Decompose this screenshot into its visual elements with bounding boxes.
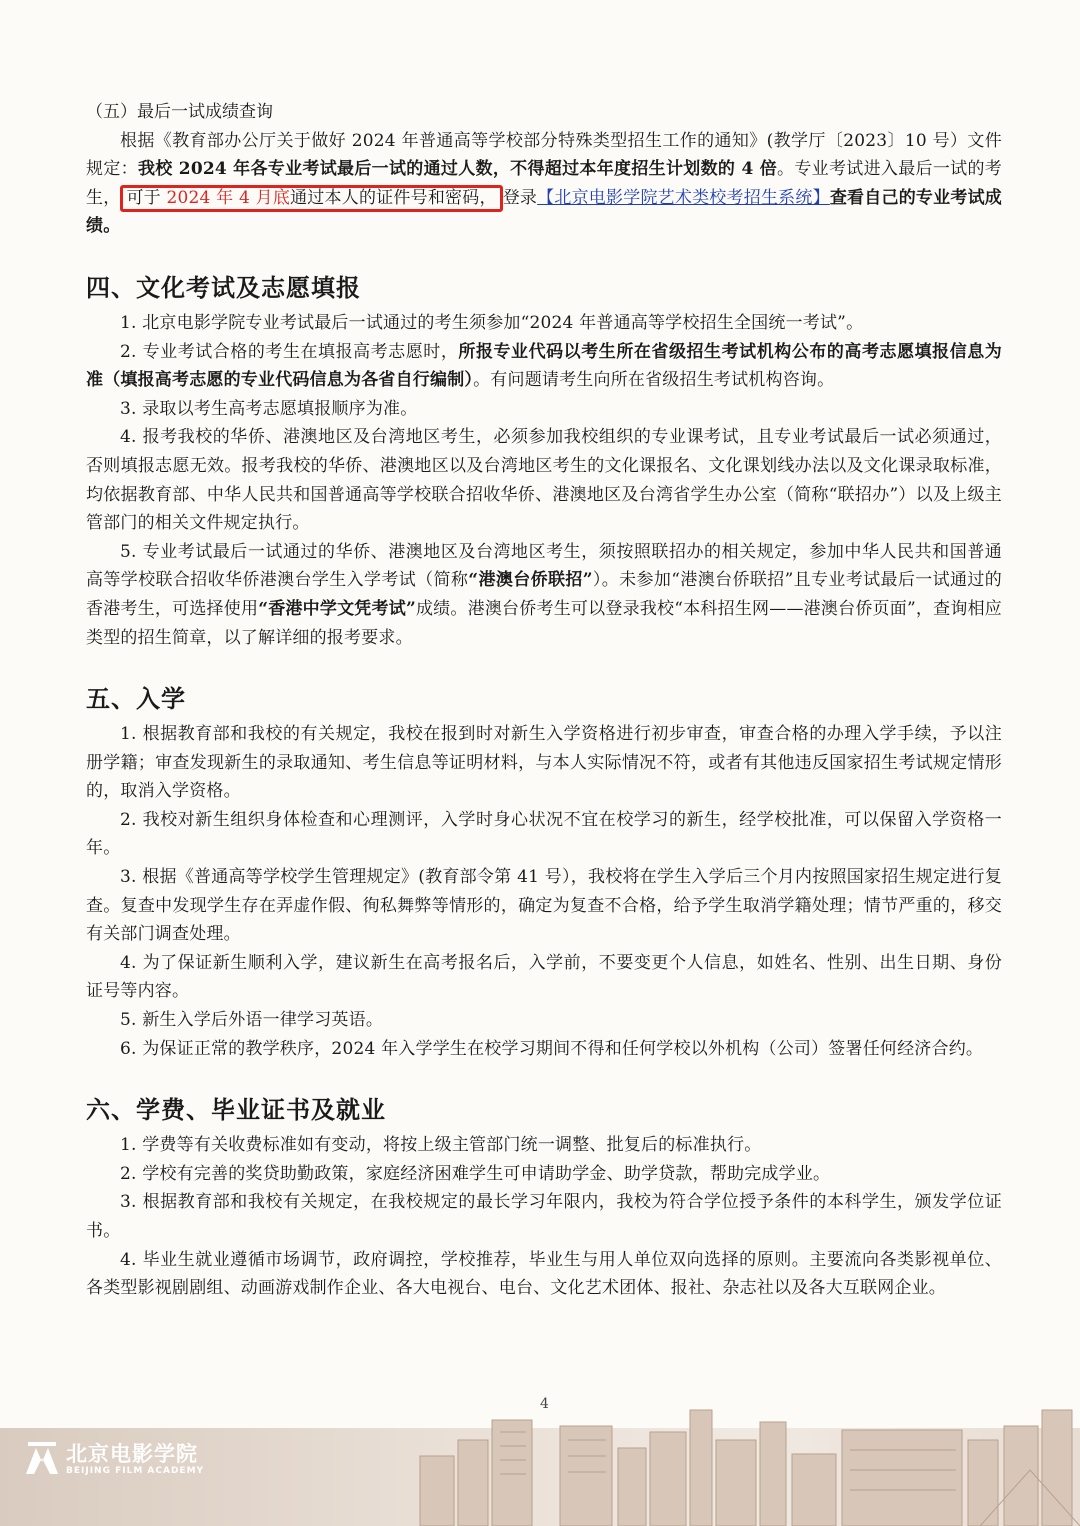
text-span: 。有问题请考生向所在省级招生考试机构咨询。 <box>473 370 835 391</box>
list-item: 4. 毕业生就业遵循市场调节，政府调控，学校推荐，毕业生与用人单位双向选择的原则。主要流向各类影视单位、各类型影视剧剧组、动画游戏制作企业、各大电视台、电台、文化艺术团体、报社、杂志社以及各大互联网企业。 <box>86 1249 1002 1299</box>
text-span: 登录 <box>502 187 538 208</box>
list-item: 6. 为保证正常的教学秩序，2024 年入学学生在校学习期间不得和任何学校以外机构（公司）签署任何经济合约。 <box>120 1038 984 1059</box>
list-item: 4. 为了保证新生顺利入学，建议新生在高考报名后，入学前，不要变更个人信息，如姓名、性别、出生日期、身份证号等内容。 <box>86 952 1002 1002</box>
list-item: 3. 根据《普通高等学校学生管理规定》(教育部令第 41 号），我校将在学生入学后三个月内按照国家招生规定进行复查。复查中发现学生存在弄虚作假、徇私舞弊等情形的，确定为复查不合格，给予学生取消学籍处理；情节严重的，移交有关部门调查处理。 <box>86 867 1002 945</box>
section-heading-enrollment: 五、入学 <box>86 685 186 714</box>
section-heading-culture-exam: 四、文化考试及志愿填报 <box>86 273 361 302</box>
academy-logo <box>22 1436 222 1516</box>
text-span: 成绩。港澳台侨考生可以登录我校“本科招生网——港澳台侨页面”，查询相应类型的招生简章，以了解详细的报考要求。 <box>86 598 1002 648</box>
list-item: 3. 录取以考生高考志愿填报顺序为准。 <box>120 398 418 419</box>
academy-name-en: BEIJING FILM ACADEMY <box>66 1466 205 1476</box>
results-paragraph <box>86 127 1002 241</box>
list-item: 4. 报考我校的华侨、港澳地区及台湾地区考生，必须参加我校组织的专业课考试，且专业考试最后一试必须通过，否则填报志愿无效。报考我校的华侨、港澳地区以及台湾地区考生的文化课报名、文化课划线办法以及文化课录取标准，均依据教育部、中华人民共和国普通高等学校联合招收华侨、港澳地区及台湾省学生办公室（简称“联招办”）以及上级主管部门的相关文件规定执行。 <box>86 427 1002 534</box>
highlight-box <box>120 185 502 212</box>
list-item: 3. 根据教育部和我校有关规定，在我校规定的最长学习年限内，我校为符合学位授予条件的本科学生，颁发学位证书。 <box>86 1192 1002 1241</box>
bold-text: “港澳台侨联招” <box>468 570 593 591</box>
list-item: 1. 北京电影学院专业考试最后一试通过的考生须参加“2024 年普通高等学校招生全国统一考试”。 <box>120 312 864 333</box>
text-span: ）。未参加“港澳台侨联招”且专业考试最后一试通过的香港考生，可选择使用 <box>86 570 1002 619</box>
page-content <box>86 98 1002 1303</box>
section-heading-tuition: 六、学费、毕业证书及就业 <box>86 1096 386 1125</box>
bold-text: “香港中学文凭考试” <box>258 598 416 619</box>
list-item: 1. 学费等有关收费标准如有变动，将按上级主管部门统一调整、批复后的标准执行。 <box>120 1135 762 1156</box>
academy-name-cn: 北京电影学院 <box>66 1442 198 1466</box>
list-item <box>86 338 1002 395</box>
text-span: 5. 专业考试最后一试通过的华侨、港澳地区及台湾地区考生，须按照联招办的相关规定，参加中华人民共和国普通高等学校联合招收华侨港澳台学生入学考试（简称 <box>86 541 1002 591</box>
list-item: 5. 新生入学后外语一律学习英语。 <box>120 1010 384 1031</box>
subsection-title: （五）最后一试成绩查询 <box>86 102 273 122</box>
text-span: 通过本人的证件号和密码， <box>290 187 497 208</box>
list-item <box>86 538 1002 652</box>
bold-text: 我校 2024 年各专业考试最后一试的通过人数，不得超过本年度招生计划数的 4 倍 <box>137 159 778 180</box>
bold-text: 所报专业代码以考生所在省级招生考试机构公布的高考志愿填报信息为准（填报高考志愿的专业代码信息为各省自行编制） <box>86 341 1002 391</box>
text-span: 。专业考试进入最后一试的考生， <box>86 159 1003 208</box>
text-span: 根据《教育部办公厅关于做好 2024 年普通高等学校部分特殊类型招生工作的通知》(教学厅〔2023〕10 号）文件规定： <box>86 130 1002 180</box>
list-item: 2. 学校有完善的奖贷助勤政策，家庭经济困难学生可申请助学金、助学贷款，帮助完成学业。 <box>120 1163 831 1184</box>
academy-emblem-icon <box>22 1438 62 1478</box>
list-item: 2. 我校对新生组织身体检查和心理测评，入学时身心状况不宜在校学习的新生，经学校批准，可以保留入学资格一年。 <box>86 809 1002 859</box>
list-item: 1. 根据教育部和我校的有关规定，我校在报到时对新生入学资格进行初步审查，审查合格的办理入学手续，予以注册学籍；审查发现新生的录取通知、考生信息等证明材料，与本人实际情况不符，或者有其他违反国家招生考试规定情形的，取消入学资格。 <box>86 724 1002 802</box>
text-span: 2. 专业考试合格的考生在填报高考志愿时， <box>120 341 459 362</box>
bold-text: 查看自己的专业考试成绩。 <box>86 187 1002 237</box>
deadline-date: 2024 年 4 月底 <box>166 187 291 208</box>
page-number: 4 <box>540 1396 549 1412</box>
admission-system-link[interactable]: 【北京电影学院艺术类校考招生系统】 <box>537 187 830 208</box>
text-span: 可于 <box>126 187 167 208</box>
